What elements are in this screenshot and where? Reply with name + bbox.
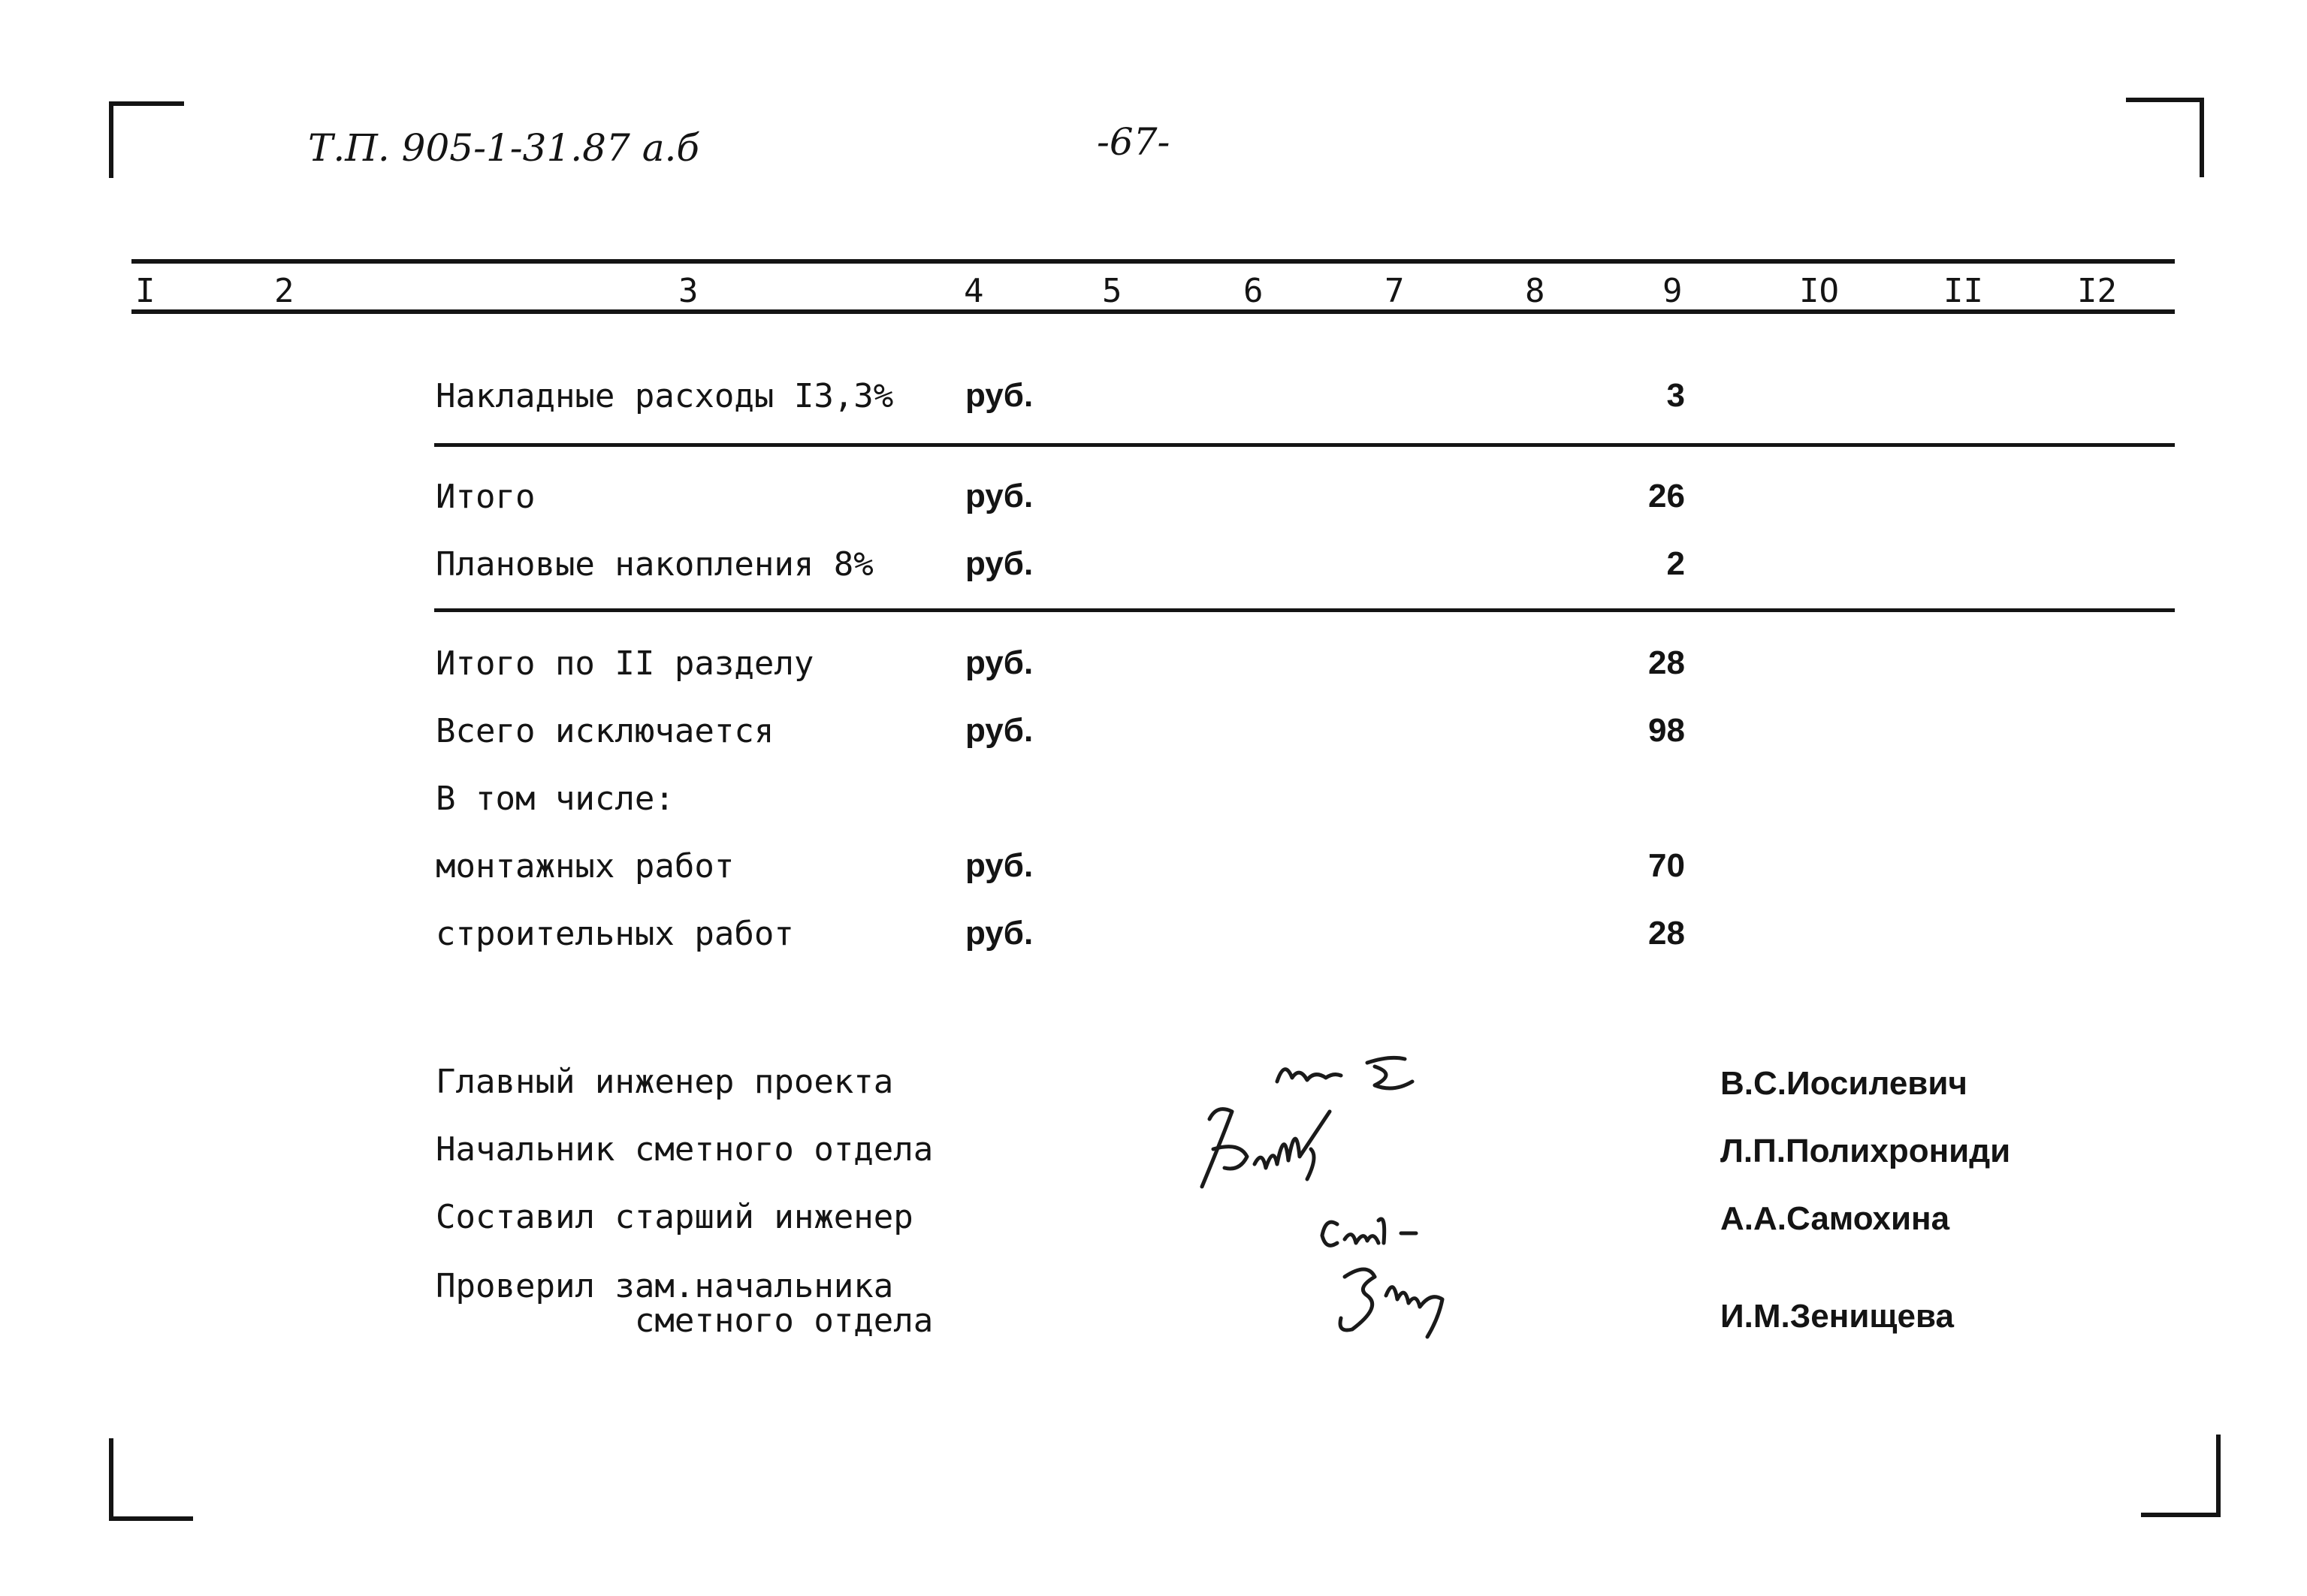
row-unit: руб. <box>965 644 1034 681</box>
row-label: монтажных работ <box>436 847 735 885</box>
column-number: 5 <box>1102 272 1122 310</box>
signatory-name: И.М.Зенищева <box>1720 1298 1954 1335</box>
signatory-name: А.А.Самохина <box>1720 1200 1950 1237</box>
row-unit: руб. <box>965 377 1034 414</box>
page-number: -67- <box>1097 120 1170 164</box>
signature-3 <box>1322 1219 1416 1245</box>
table-row <box>0 780 2307 825</box>
row-label: Итого по II разделу <box>436 644 814 683</box>
corner-mark-top-right-h <box>2126 98 2204 102</box>
corner-mark-bottom-left-h <box>109 1516 193 1521</box>
table-row <box>0 545 2307 590</box>
row-value: 28 <box>1648 644 1685 681</box>
column-number: 4 <box>964 272 984 310</box>
subtotal-rule <box>434 443 2175 447</box>
row-label: Итого <box>436 478 536 516</box>
column-number: II <box>1943 272 1983 310</box>
table-row <box>0 847 2307 892</box>
row-value: 28 <box>1648 915 1685 952</box>
row-value: 3 <box>1666 377 1685 414</box>
table-row <box>0 712 2307 757</box>
table-row <box>0 915 2307 960</box>
table-row <box>0 644 2307 689</box>
signatory-name: Л.П.Полихрониди <box>1720 1133 2011 1169</box>
row-value: 2 <box>1666 545 1685 582</box>
row-label: строительных работ <box>436 915 794 953</box>
project-code: Т.П. 905-1-31.87 а.б <box>308 126 699 170</box>
corner-mark-bottom-left <box>109 1438 113 1521</box>
row-unit: руб. <box>965 545 1034 582</box>
row-label: Плановые накопления 8% <box>436 545 874 584</box>
signature-4 <box>1340 1269 1442 1337</box>
header-bottom-rule <box>131 309 2175 314</box>
signatory-title: Проверил зам.начальника сметного отдела <box>436 1267 934 1341</box>
row-label: Накладные расходы I3,3% <box>436 377 894 415</box>
table-row <box>0 478 2307 523</box>
corner-mark-top-right <box>2200 98 2204 177</box>
column-number: 3 <box>678 272 699 310</box>
row-unit: руб. <box>965 847 1034 884</box>
column-number: I2 <box>2077 272 2117 310</box>
column-number: 2 <box>274 272 294 310</box>
corner-mark-bottom-right <box>2216 1435 2221 1517</box>
corner-mark-bottom-right-h <box>2141 1513 2221 1517</box>
signature-1 <box>1277 1057 1412 1088</box>
row-value: 26 <box>1648 478 1685 514</box>
row-label: В том числе: <box>436 780 675 818</box>
column-number: 6 <box>1243 272 1264 310</box>
signatory-title: Составил старший инженер <box>436 1198 913 1236</box>
column-number: IO <box>1799 272 1839 310</box>
column-number: 9 <box>1662 272 1683 310</box>
row-value: 98 <box>1648 712 1685 749</box>
corner-mark-top-left <box>109 101 113 178</box>
subtotal-rule <box>434 608 2175 612</box>
row-unit: руб. <box>965 478 1034 514</box>
row-label: Всего исключается <box>436 712 775 750</box>
column-number: 7 <box>1385 272 1405 310</box>
handwritten-signatures <box>1187 1036 1578 1352</box>
signatory-title: Начальник сметного отдела <box>436 1130 934 1169</box>
signature-2 <box>1202 1109 1330 1187</box>
signatory-title: Главный инженер проекта <box>436 1063 894 1101</box>
signatory-name: В.С.Иосилевич <box>1720 1065 1967 1102</box>
row-unit: руб. <box>965 712 1034 749</box>
column-number: I <box>135 272 156 310</box>
row-unit: руб. <box>965 915 1034 952</box>
row-value: 70 <box>1648 847 1685 884</box>
table-row <box>0 377 2307 422</box>
header-top-rule <box>131 259 2175 264</box>
column-number: 8 <box>1525 272 1545 310</box>
corner-mark-top-left-h <box>109 101 184 106</box>
